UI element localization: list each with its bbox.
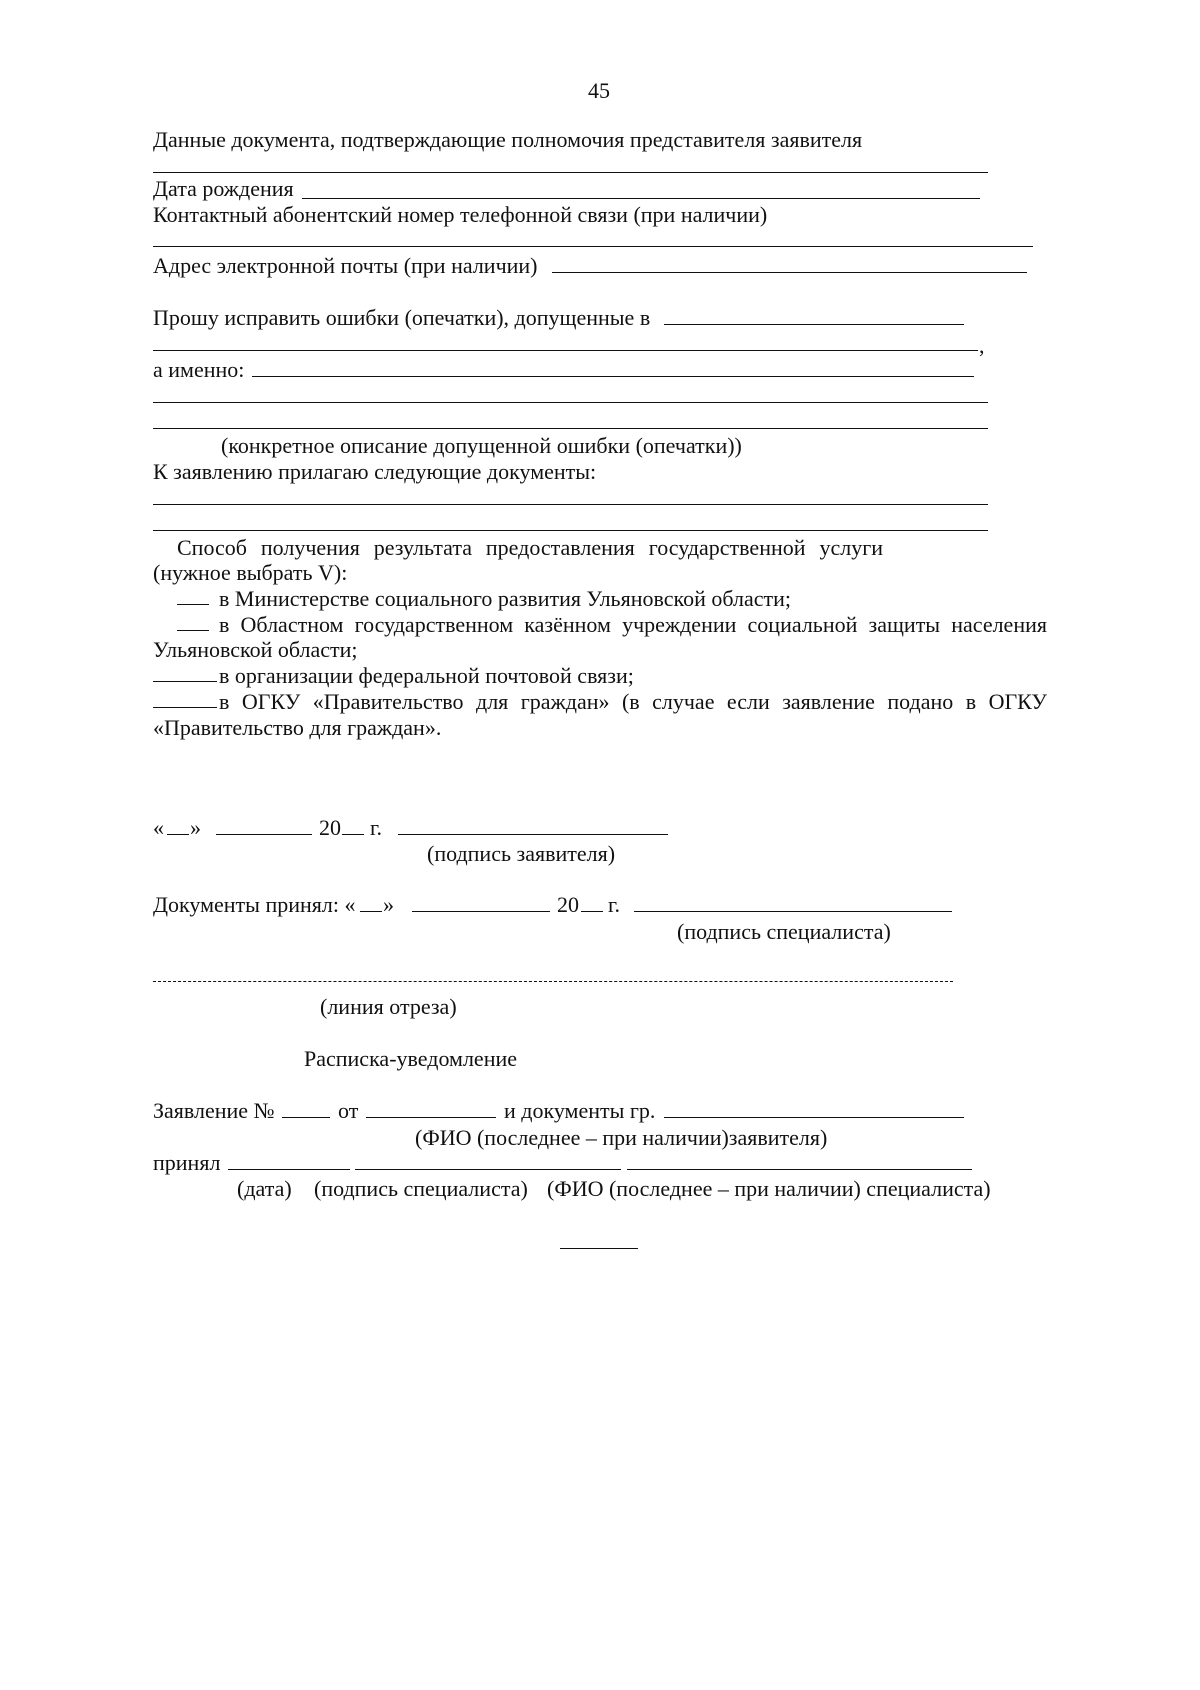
comma: , — [979, 333, 985, 358]
accepted-date-close: » — [383, 892, 394, 917]
delivery-option-social-institution-cont: Ульяновской области; — [153, 637, 358, 662]
correction-document-line-2[interactable] — [153, 350, 978, 351]
delivery-option-ministry: в Министерстве социального развития Ульяновской области; — [219, 586, 791, 611]
applicant-day-line[interactable] — [167, 834, 189, 835]
receipt-title: Расписка-уведомление — [304, 1046, 518, 1071]
namely-line-2[interactable] — [153, 402, 988, 403]
applicant-date-open: « — [153, 815, 164, 840]
receipt-date-line[interactable] — [366, 1117, 496, 1118]
delivery-option-ogku-checkbox[interactable] — [153, 707, 217, 708]
applicant-date-close: » — [190, 815, 201, 840]
cut-line — [153, 981, 953, 982]
error-caption: (конкретное описание допущенной ошибки (опечатки)) — [221, 433, 742, 458]
accepted-label: Документы принял: « — [153, 892, 356, 917]
applicant-year-line[interactable] — [342, 834, 364, 835]
delivery-option-ogku: в ОГКУ «Правительство для граждан» (в случае если заявление подано в ОГКУ — [219, 689, 1047, 714]
delivery-option-post: в организации федеральной почтовой связи; — [219, 663, 634, 688]
receipt-date-caption: (дата) — [237, 1176, 292, 1201]
attached-docs-label: К заявлению прилагаю следующие документы: — [153, 459, 597, 484]
delivery-option-social-institution-checkbox[interactable] — [177, 630, 209, 631]
attached-docs-line-2[interactable] — [153, 530, 988, 531]
delivery-option-ogku-cont: «Правительство для граждан». — [153, 715, 442, 740]
receipt-accepted-label: принял — [153, 1150, 221, 1175]
correction-document-line[interactable] — [664, 324, 964, 325]
delivery-option-social-institution: в Областном государственном казённом учреждении социальной защиты населения — [219, 612, 1047, 637]
delivery-heading-note: (нужное выбрать V): — [153, 560, 348, 585]
phone-label: Контактный абонентский номер телефонной связи (при наличии) — [153, 202, 768, 227]
receipt-signature-caption: (подпись специалиста) — [314, 1176, 528, 1201]
accepted-month-line[interactable] — [412, 911, 550, 912]
applicant-year-suffix: г. — [370, 815, 383, 840]
authority-docs-line[interactable] — [153, 172, 988, 173]
delivery-heading: Способ получения результата предоставления государственной услуги — [177, 535, 883, 560]
accepted-year-prefix: 20 — [557, 892, 579, 917]
applicant-month-line[interactable] — [216, 834, 312, 835]
receipt-specialist-fio-caption: (ФИО (последнее – при наличии) специалиста) — [547, 1176, 991, 1201]
receipt-accepted-date-line[interactable] — [228, 1169, 350, 1170]
receipt-applicant-name-line[interactable] — [664, 1117, 964, 1118]
receipt-docs-label: и документы гр. — [504, 1098, 656, 1123]
cut-line-caption: (линия отреза) — [320, 994, 457, 1019]
attached-docs-line-1[interactable] — [153, 504, 988, 505]
namely-line-3[interactable] — [153, 428, 988, 429]
namely-label: а именно: — [153, 357, 245, 382]
delivery-option-post-checkbox[interactable] — [153, 681, 217, 682]
receipt-fio-caption: (ФИО (последнее – при наличии)заявителя) — [415, 1125, 828, 1150]
email-line[interactable] — [552, 272, 1027, 273]
phone-line[interactable] — [153, 246, 1033, 247]
page-number: 45 — [588, 78, 610, 103]
applicant-signature-caption: (подпись заявителя) — [427, 841, 616, 866]
applicant-year-prefix: 20 — [319, 815, 341, 840]
accepted-day-line[interactable] — [360, 911, 382, 912]
accepted-year-suffix: г. — [608, 892, 621, 917]
specialist-signature-caption: (подпись специалиста) — [677, 919, 891, 944]
delivery-option-ministry-checkbox[interactable] — [177, 604, 209, 605]
receipt-accepted-fio-line[interactable] — [627, 1169, 972, 1170]
applicant-signature-line[interactable] — [398, 834, 668, 835]
receipt-application-number-line[interactable] — [282, 1117, 330, 1118]
birth-date-line[interactable] — [302, 198, 980, 199]
accepted-signature-line[interactable] — [634, 911, 952, 912]
correction-request-label: Прошу исправить ошибки (опечатки), допущенные в — [153, 305, 651, 330]
receipt-accepted-signature-line[interactable] — [355, 1169, 621, 1170]
accepted-year-line[interactable] — [581, 911, 603, 912]
authority-docs-label: Данные документа, подтверждающие полномочия представителя заявителя — [153, 127, 863, 152]
receipt-application-label: Заявление № — [153, 1098, 275, 1123]
closing-divider — [560, 1248, 638, 1249]
birth-date-label: Дата рождения — [153, 176, 294, 201]
namely-line-1[interactable] — [252, 376, 974, 377]
email-label: Адрес электронной почты (при наличии) — [153, 253, 538, 278]
receipt-from-label: от — [338, 1098, 359, 1123]
